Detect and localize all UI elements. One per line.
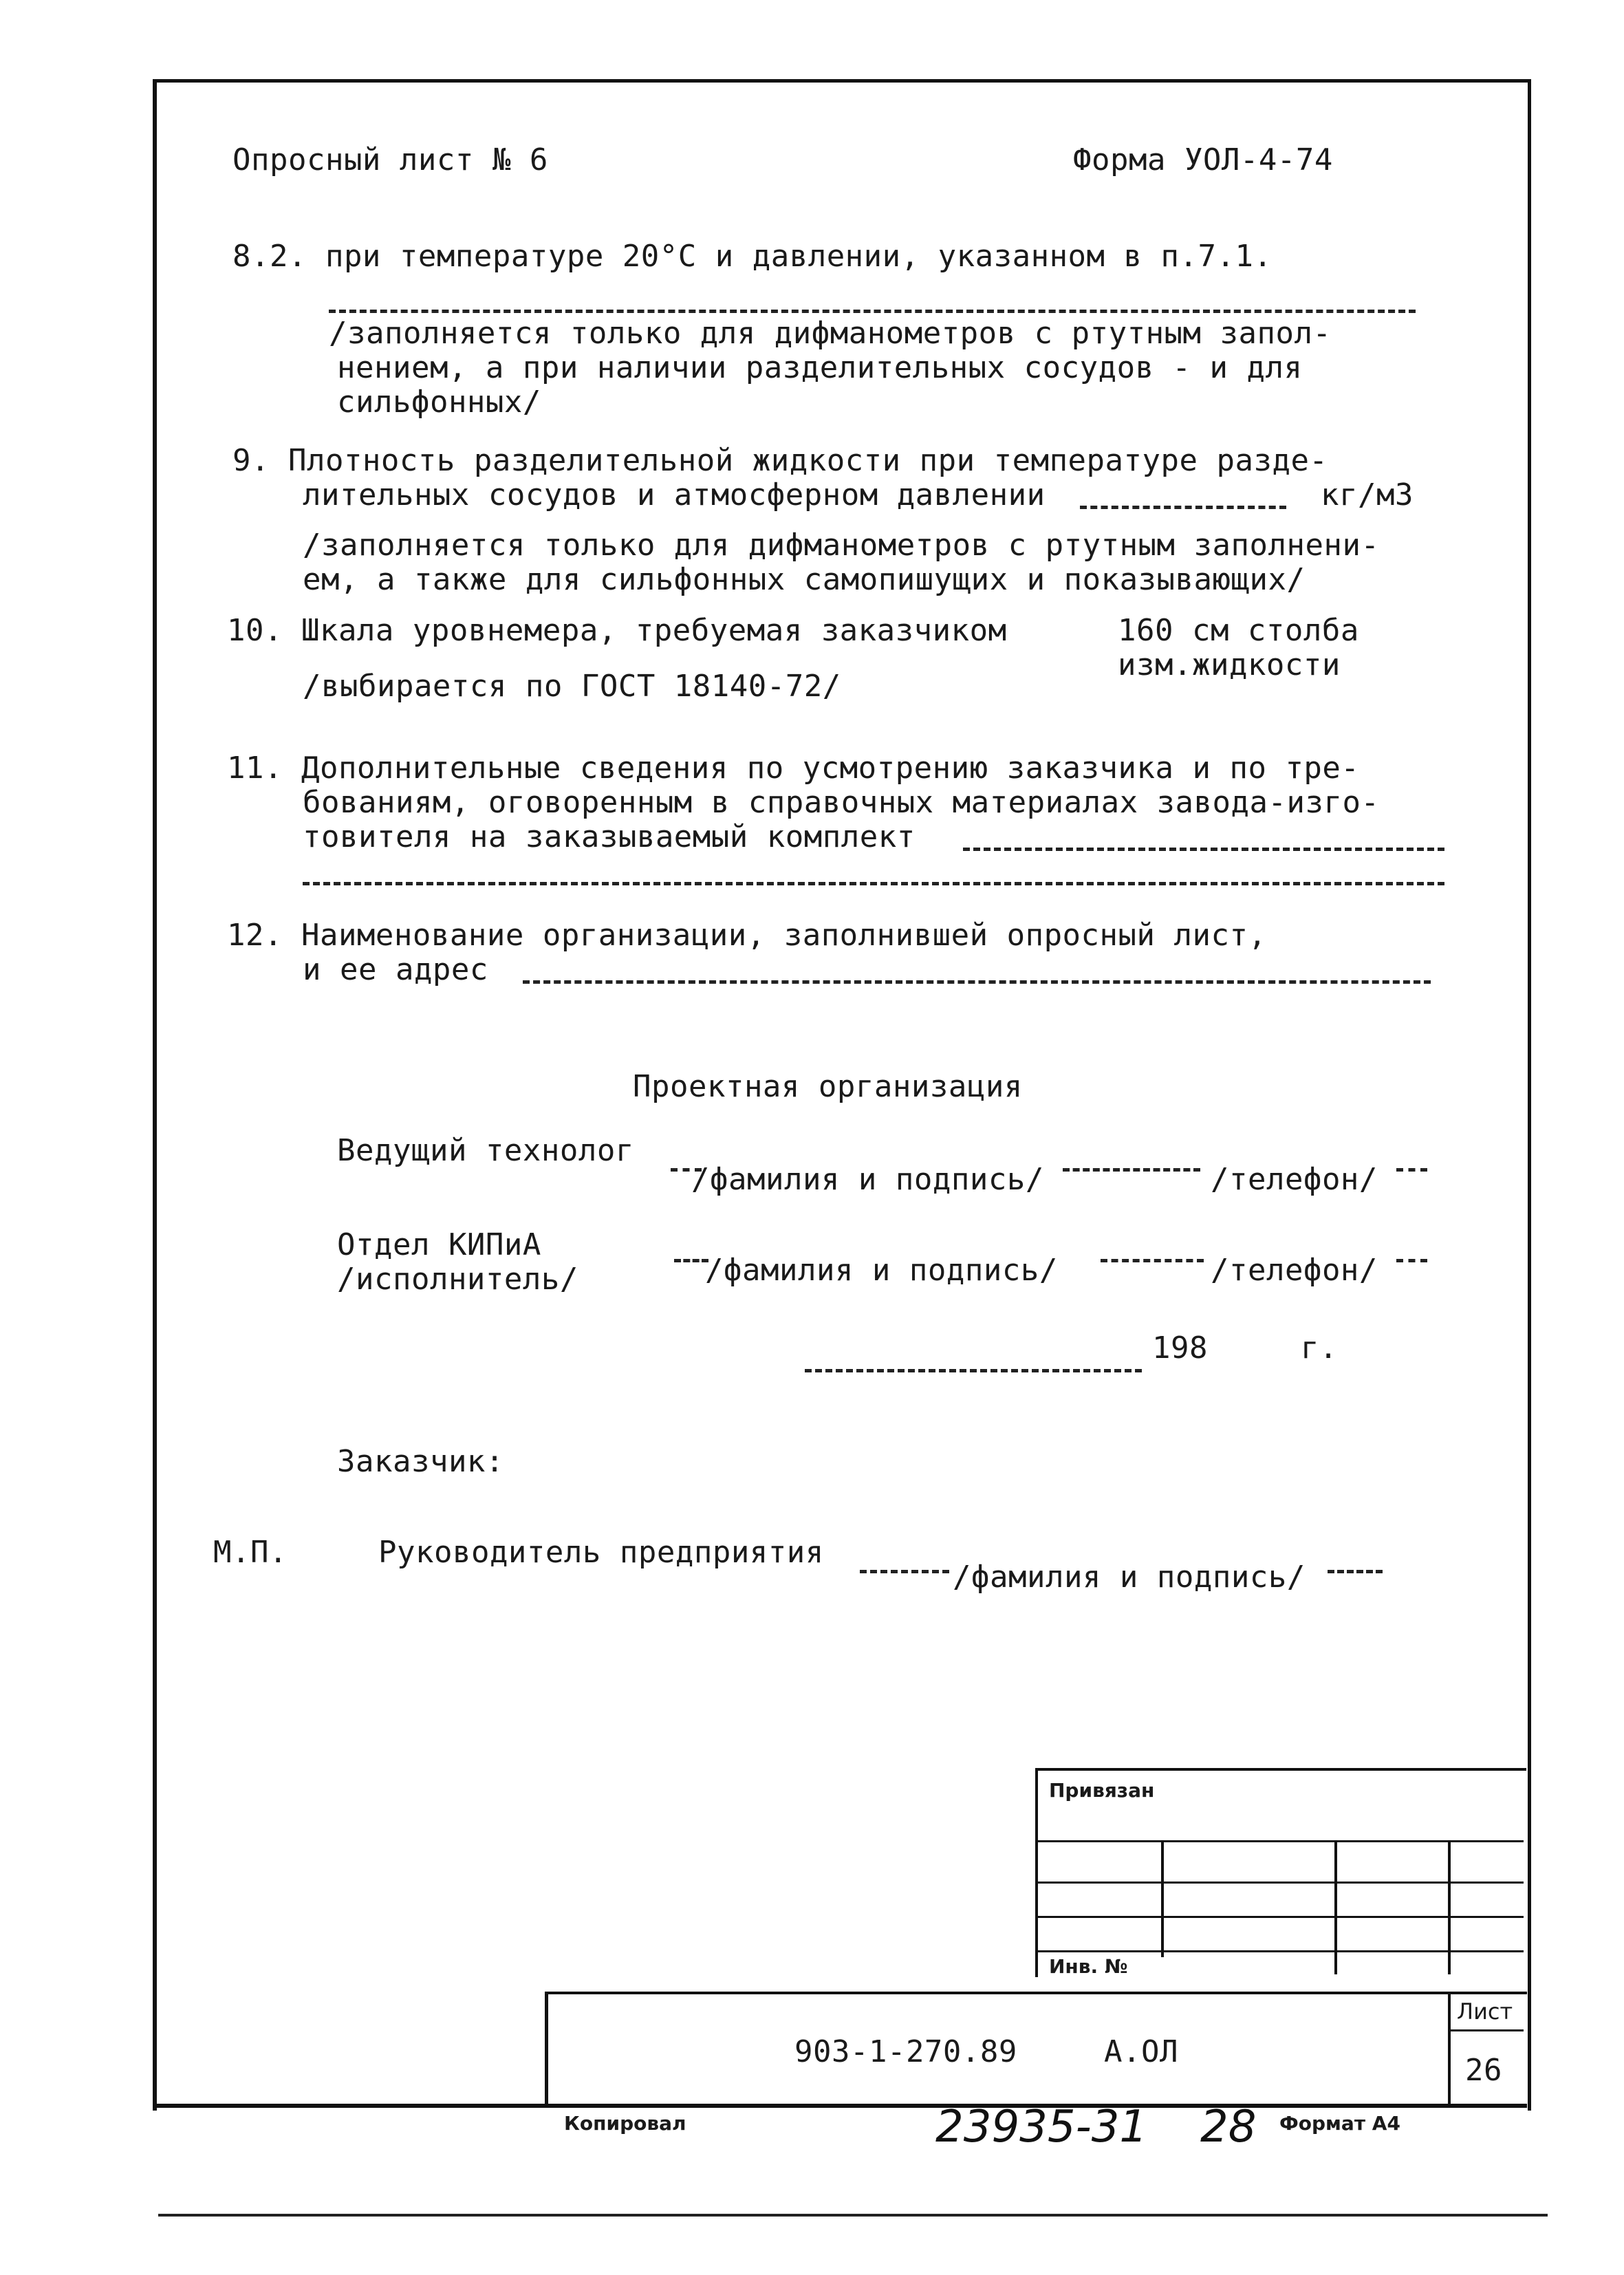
dashed-line <box>1396 1168 1427 1172</box>
dashed-line <box>674 1259 708 1262</box>
name-and-signature-caption: /фамилия и подпись/ <box>953 1560 1306 1595</box>
fill-in-dashed-line <box>523 980 1431 984</box>
inventory-number-label: Инв. № <box>1049 1955 1128 1978</box>
director-label: Руководитель предприятия <box>378 1535 824 1570</box>
item-9-unit: кг/м3 <box>1321 477 1414 513</box>
copied-by-label: Копировал <box>564 2112 686 2135</box>
sheet-number: 26 <box>1465 2053 1502 2088</box>
item-8-2-note-line-2: нением, а при наличии разделительных сосудов - и для <box>337 350 1303 385</box>
year-field: 198 г. <box>1152 1330 1338 1366</box>
date-dashed-line <box>805 1369 1142 1372</box>
phone-caption: /телефон/ <box>1211 1162 1378 1197</box>
item-12-line-1: 12. Наименование организации, заполнившей опросный лист, <box>227 918 1267 953</box>
design-org-heading: Проектная организация <box>633 1069 1023 1104</box>
item-9-note-line-1: /заполняется только для дифманометров с ртутным заполнени- <box>303 528 1380 563</box>
kipia-department-label: Отдел КИПиА <box>337 1227 541 1262</box>
sheet-col-divider <box>1448 1992 1451 2105</box>
format-label: Формат А4 <box>1279 2112 1400 2135</box>
item-10-note: /выбирается по ГОСТ 18140-72/ <box>303 669 841 704</box>
name-and-signature-caption: /фамилия и подпись/ <box>691 1162 1044 1197</box>
name-and-signature-caption: /фамилия и подпись/ <box>705 1253 1058 1288</box>
customer-label: Заказчик: <box>337 1444 504 1479</box>
bound-label: Привязан <box>1049 1779 1155 1802</box>
dashed-line <box>329 310 1416 313</box>
item-10-value-line-1: 160 см столба <box>1118 613 1359 648</box>
stamp-col-divider <box>1448 1840 1451 1974</box>
order-suffix: 28 <box>1200 2102 1257 2153</box>
item-8-2-note-line-3: сильфонных/ <box>337 385 541 420</box>
item-9-line-1: 9. Плотность разделительной жидкости при температуре разде- <box>232 443 1328 478</box>
fill-in-dashed-line <box>963 848 1444 851</box>
item-11-line-2: бованиям, оговоренным в справочных материалах завода-изго- <box>303 785 1380 820</box>
designation-box <box>545 1992 1527 2108</box>
dashed-line <box>1101 1259 1204 1262</box>
item-10-value-line-2: изм.жидкости <box>1118 647 1341 682</box>
document-suffix: А.ОЛ <box>1104 2034 1178 2069</box>
document-number: 903-1-270.89 <box>794 2034 1017 2069</box>
item-12-line-2: и ее адрес <box>303 952 488 987</box>
item-8-2-note-line-1: /заполняется только для дифманометров с ртутным запол- <box>329 316 1332 351</box>
item-10: 10. Шкала уровнемера, требуемая заказчиком <box>227 613 1007 648</box>
item-11-line-1: 11. Дополнительные сведения по усмотрению заказчика и по тре- <box>227 751 1360 786</box>
item-8-2: 8.2. при температуре 20°C и давлении, указанном в п.7.1. <box>232 239 1273 274</box>
performer-caption: /исполнитель/ <box>337 1262 578 1297</box>
stamp-col-divider <box>1161 1840 1164 1957</box>
phone-caption: /телефон/ <box>1211 1253 1378 1288</box>
sheet-label: Лист <box>1457 1998 1513 2025</box>
dashed-line <box>860 1570 949 1573</box>
fill-in-dashed-line <box>1080 506 1286 509</box>
dashed-line <box>1063 1168 1200 1172</box>
stamp-col-divider <box>1334 1840 1337 1974</box>
dashed-line <box>1328 1570 1383 1573</box>
item-9-line-2: лительных сосудов и атмосферном давлении <box>303 477 1046 513</box>
sheet-row-divider <box>1448 2029 1524 2031</box>
item-11-line-3: товителя на заказываемый комплект <box>303 819 916 854</box>
stamp-place-label: М.П. <box>213 1535 288 1570</box>
sheet-title: Опросный лист № 6 <box>232 142 548 177</box>
form-code: Форма УОЛ-4-74 <box>1073 142 1333 177</box>
fill-in-dashed-line <box>303 882 1444 885</box>
order-number: 23935-31 <box>935 2102 1148 2153</box>
item-9-note-line-2: ем, а также для сильфонных самопишущих и показывающих/ <box>303 562 1306 597</box>
lead-technologist-label: Ведущий технолог <box>337 1133 634 1168</box>
dashed-line <box>1396 1259 1427 1262</box>
page-bottom-rule <box>158 2214 1548 2217</box>
